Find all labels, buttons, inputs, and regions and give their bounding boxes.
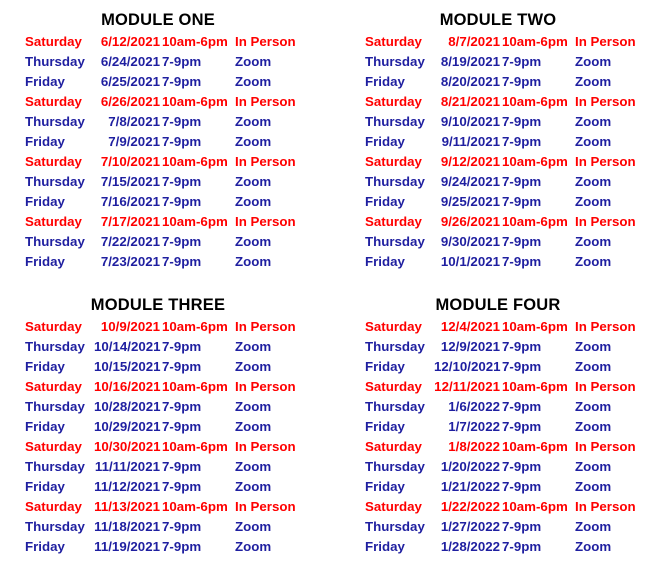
session-date: 7/9/2021 — [108, 134, 160, 149]
session-row — [362, 317, 662, 337]
session-day: Friday — [25, 419, 65, 434]
session-row — [22, 317, 342, 337]
session-time: 10am-6pm — [502, 34, 568, 49]
session-list — [22, 32, 342, 272]
session-row — [362, 337, 662, 357]
session-date: 12/9/2021 — [440, 339, 500, 354]
session-day: Saturday — [365, 154, 422, 169]
session-date: 9/30/2021 — [440, 234, 500, 249]
session-day: Friday — [25, 74, 65, 89]
session-date: 7/23/2021 — [100, 254, 160, 269]
session-row — [22, 92, 342, 112]
session-mode: Zoom — [575, 419, 612, 434]
session-mode: In Person — [575, 499, 636, 514]
session-time: 7-9pm — [162, 539, 202, 554]
session-mode: In Person — [575, 439, 636, 454]
session-row — [22, 212, 342, 232]
session-mode: Zoom — [235, 54, 272, 69]
session-list — [362, 317, 662, 557]
session-row — [22, 132, 342, 152]
session-time: 7-9pm — [502, 419, 542, 434]
session-day: Friday — [25, 539, 65, 554]
session-day: Saturday — [365, 214, 422, 229]
session-day: Thursday — [25, 519, 85, 534]
session-mode: Zoom — [235, 74, 272, 89]
session-day: Saturday — [365, 34, 422, 49]
session-row — [22, 152, 342, 172]
session-date: 10/28/2021 — [94, 399, 161, 414]
session-day: Thursday — [25, 114, 85, 129]
session-row — [22, 337, 342, 357]
session-time: 7-9pm — [162, 74, 202, 89]
module-four-schedule — [362, 294, 662, 557]
session-row — [22, 172, 342, 192]
session-time: 7-9pm — [162, 399, 202, 414]
session-day: Saturday — [365, 379, 422, 394]
session-time: 7-9pm — [502, 254, 542, 269]
session-date: 9/10/2021 — [440, 114, 500, 129]
session-row — [362, 252, 662, 272]
session-time: 10am-6pm — [162, 154, 228, 169]
module-title: MODULE TWO — [439, 11, 557, 29]
session-date: 1/28/2022 — [440, 539, 500, 554]
session-mode: Zoom — [575, 134, 612, 149]
session-time: 7-9pm — [502, 54, 542, 69]
session-time: 7-9pm — [502, 134, 542, 149]
session-mode: Zoom — [235, 234, 272, 249]
session-date: 12/4/2021 — [440, 319, 500, 334]
session-mode: Zoom — [235, 359, 272, 374]
session-day: Friday — [25, 359, 65, 374]
session-date: 1/22/2022 — [440, 499, 500, 514]
session-date: 1/21/2022 — [440, 479, 500, 494]
session-day: Thursday — [25, 459, 85, 474]
session-date: 7/17/2021 — [100, 214, 160, 229]
session-day: Friday — [365, 134, 405, 149]
session-time: 10am-6pm — [162, 499, 228, 514]
session-date: 1/20/2022 — [440, 459, 500, 474]
session-day: Friday — [365, 254, 405, 269]
session-day: Thursday — [365, 399, 425, 414]
session-date: 12/10/2021 — [434, 359, 501, 374]
session-time: 10am-6pm — [162, 94, 228, 109]
session-row — [22, 537, 342, 557]
session-row — [22, 377, 342, 397]
session-mode: Zoom — [235, 134, 272, 149]
session-row — [362, 152, 662, 172]
session-time: 7-9pm — [502, 74, 542, 89]
session-date: 10/29/2021 — [94, 419, 161, 434]
session-date: 11/11/2021 — [94, 459, 160, 474]
session-day: Friday — [25, 194, 65, 209]
session-mode: Zoom — [575, 254, 612, 269]
session-row — [362, 357, 662, 377]
session-time: 10am-6pm — [502, 379, 568, 394]
session-mode: Zoom — [235, 399, 272, 414]
session-time: 10am-6pm — [162, 439, 228, 454]
session-day: Saturday — [25, 439, 82, 454]
session-mode: In Person — [575, 379, 636, 394]
session-time: 7-9pm — [162, 54, 202, 69]
session-mode: In Person — [575, 34, 636, 49]
session-date: 9/24/2021 — [440, 174, 500, 189]
session-time: 7-9pm — [502, 359, 542, 374]
module-two-schedule — [362, 9, 662, 272]
session-mode: In Person — [575, 319, 636, 334]
session-mode: Zoom — [575, 54, 612, 69]
session-row — [362, 112, 662, 132]
session-mode: In Person — [235, 499, 296, 514]
session-row — [362, 537, 662, 557]
session-time: 7-9pm — [162, 174, 202, 189]
module-title: MODULE ONE — [101, 11, 215, 29]
session-mode: Zoom — [575, 339, 612, 354]
session-day: Saturday — [25, 34, 82, 49]
session-time: 7-9pm — [162, 359, 202, 374]
session-mode: In Person — [235, 154, 296, 169]
session-time: 7-9pm — [162, 419, 202, 434]
module-title: MODULE FOUR — [435, 296, 561, 314]
session-time: 10am-6pm — [502, 439, 568, 454]
session-row — [362, 232, 662, 252]
session-day: Saturday — [25, 214, 82, 229]
session-day: Saturday — [25, 94, 82, 109]
session-date: 7/22/2021 — [100, 234, 160, 249]
session-date: 9/26/2021 — [440, 214, 500, 229]
session-time: 7-9pm — [502, 399, 542, 414]
session-mode: Zoom — [235, 339, 272, 354]
session-time: 10am-6pm — [162, 214, 228, 229]
session-row — [22, 457, 342, 477]
session-list — [22, 317, 342, 557]
session-day: Thursday — [25, 339, 85, 354]
session-mode: Zoom — [235, 114, 272, 129]
session-day: Friday — [365, 74, 405, 89]
session-date: 8/21/2021 — [440, 94, 500, 109]
session-date: 10/30/2021 — [94, 439, 161, 454]
session-date: 6/12/2021 — [100, 34, 160, 49]
session-row — [22, 32, 342, 52]
session-day: Saturday — [365, 499, 422, 514]
session-time: 10am-6pm — [502, 499, 568, 514]
session-mode: Zoom — [575, 234, 612, 249]
session-date: 6/26/2021 — [100, 94, 160, 109]
session-time: 10am-6pm — [502, 214, 568, 229]
session-mode: Zoom — [575, 174, 612, 189]
session-time: 10am-6pm — [502, 319, 568, 334]
session-mode: In Person — [575, 154, 636, 169]
session-day: Thursday — [25, 399, 85, 414]
session-row — [362, 192, 662, 212]
session-day: Thursday — [365, 114, 425, 129]
session-time: 7-9pm — [162, 114, 202, 129]
session-mode: In Person — [235, 214, 296, 229]
session-mode: Zoom — [575, 519, 612, 534]
session-row — [22, 232, 342, 252]
session-day: Friday — [25, 254, 65, 269]
session-row — [362, 417, 662, 437]
session-day: Thursday — [365, 339, 425, 354]
session-mode: Zoom — [235, 419, 272, 434]
session-date: 7/8/2021 — [108, 114, 160, 129]
session-date: 10/9/2021 — [100, 319, 160, 334]
session-date: 7/15/2021 — [100, 174, 160, 189]
session-date: 8/7/2021 — [448, 34, 500, 49]
session-mode: Zoom — [575, 399, 612, 414]
session-day: Saturday — [25, 319, 82, 334]
session-day: Saturday — [365, 94, 422, 109]
session-mode: Zoom — [235, 519, 272, 534]
session-row — [22, 52, 342, 72]
session-mode: In Person — [235, 34, 296, 49]
session-mode: In Person — [235, 319, 296, 334]
session-day: Friday — [365, 539, 405, 554]
session-time: 7-9pm — [502, 174, 542, 189]
session-date: 7/16/2021 — [100, 194, 160, 209]
session-date: 11/19/2021 — [94, 539, 160, 554]
session-time: 7-9pm — [162, 519, 202, 534]
session-date: 9/25/2021 — [440, 194, 500, 209]
session-day: Saturday — [25, 379, 82, 394]
session-row — [22, 497, 342, 517]
session-date: 9/12/2021 — [440, 154, 500, 169]
session-day: Friday — [365, 359, 405, 374]
session-time: 7-9pm — [502, 114, 542, 129]
session-row — [22, 72, 342, 92]
session-date: 1/27/2022 — [440, 519, 500, 534]
session-day: Thursday — [365, 234, 425, 249]
session-mode: In Person — [575, 94, 636, 109]
session-mode: In Person — [235, 439, 296, 454]
session-mode: Zoom — [575, 194, 612, 209]
session-mode: Zoom — [235, 479, 272, 494]
session-row — [22, 417, 342, 437]
session-day: Saturday — [25, 499, 82, 514]
session-row — [362, 212, 662, 232]
session-mode: Zoom — [575, 539, 612, 554]
session-time: 7-9pm — [502, 539, 542, 554]
session-time: 10am-6pm — [502, 94, 568, 109]
session-date: 12/11/2021 — [434, 379, 500, 394]
session-mode: Zoom — [235, 254, 272, 269]
session-row — [362, 477, 662, 497]
session-date: 8/20/2021 — [440, 74, 500, 89]
session-mode: In Person — [235, 94, 296, 109]
session-day: Friday — [25, 479, 65, 494]
session-date: 8/19/2021 — [440, 54, 500, 69]
session-day: Thursday — [365, 519, 425, 534]
session-row — [362, 377, 662, 397]
session-time: 7-9pm — [162, 459, 202, 474]
session-day: Thursday — [365, 174, 425, 189]
session-time: 7-9pm — [162, 339, 202, 354]
session-time: 7-9pm — [162, 254, 202, 269]
session-time: 10am-6pm — [502, 154, 568, 169]
session-day: Saturday — [25, 154, 82, 169]
session-date: 10/15/2021 — [94, 359, 161, 374]
session-time: 10am-6pm — [162, 379, 228, 394]
session-row — [362, 397, 662, 417]
session-day: Thursday — [365, 459, 425, 474]
session-time: 7-9pm — [162, 194, 202, 209]
session-time: 7-9pm — [162, 234, 202, 249]
session-row — [362, 172, 662, 192]
session-list — [362, 32, 662, 272]
session-day: Friday — [25, 134, 65, 149]
module-three-schedule — [22, 294, 342, 557]
session-row — [22, 252, 342, 272]
session-mode: Zoom — [235, 194, 272, 209]
session-mode: In Person — [575, 214, 636, 229]
session-row — [362, 517, 662, 537]
session-day: Friday — [365, 194, 405, 209]
session-time: 7-9pm — [162, 134, 202, 149]
session-mode: Zoom — [235, 539, 272, 554]
session-time: 7-9pm — [502, 234, 542, 249]
session-time: 7-9pm — [502, 479, 542, 494]
session-date: 10/16/2021 — [94, 379, 161, 394]
session-row — [362, 437, 662, 457]
session-row — [22, 517, 342, 537]
session-day: Friday — [365, 419, 405, 434]
session-row — [22, 397, 342, 417]
session-day: Friday — [365, 479, 405, 494]
session-row — [362, 32, 662, 52]
session-mode: In Person — [235, 379, 296, 394]
session-date: 10/14/2021 — [94, 339, 161, 354]
session-row — [362, 92, 662, 112]
session-row — [22, 192, 342, 212]
session-row — [362, 52, 662, 72]
session-row — [362, 72, 662, 92]
session-mode: Zoom — [575, 479, 612, 494]
module-one-schedule — [22, 9, 342, 272]
session-day: Saturday — [365, 439, 422, 454]
session-mode: Zoom — [575, 359, 612, 374]
session-time: 10am-6pm — [162, 319, 228, 334]
session-date: 11/13/2021 — [94, 499, 160, 514]
session-row — [22, 437, 342, 457]
session-time: 7-9pm — [502, 459, 542, 474]
session-mode: Zoom — [575, 459, 612, 474]
session-date: 6/25/2021 — [100, 74, 160, 89]
session-row — [362, 457, 662, 477]
session-date: 1/7/2022 — [448, 419, 500, 434]
session-time: 7-9pm — [502, 339, 542, 354]
session-date: 1/6/2022 — [448, 399, 500, 414]
module-title: MODULE THREE — [90, 296, 226, 314]
session-time: 10am-6pm — [162, 34, 228, 49]
session-day: Thursday — [365, 54, 425, 69]
session-date: 1/8/2022 — [448, 439, 500, 454]
session-row — [362, 497, 662, 517]
session-date: 9/11/2021 — [441, 134, 500, 149]
session-time: 7-9pm — [162, 479, 202, 494]
session-date: 6/24/2021 — [100, 54, 160, 69]
session-mode: Zoom — [235, 174, 272, 189]
session-date: 11/18/2021 — [94, 519, 160, 534]
session-mode: Zoom — [575, 74, 612, 89]
session-date: 11/12/2021 — [94, 479, 160, 494]
session-day: Saturday — [365, 319, 422, 334]
session-mode: Zoom — [575, 114, 612, 129]
session-row — [22, 477, 342, 497]
session-day: Thursday — [25, 174, 85, 189]
session-day: Thursday — [25, 234, 85, 249]
session-row — [362, 132, 662, 152]
session-date: 7/10/2021 — [100, 154, 160, 169]
session-row — [22, 357, 342, 377]
session-time: 7-9pm — [502, 194, 542, 209]
session-date: 10/1/2021 — [440, 254, 500, 269]
session-day: Thursday — [25, 54, 85, 69]
session-row — [22, 112, 342, 132]
session-time: 7-9pm — [502, 519, 542, 534]
session-mode: Zoom — [235, 459, 272, 474]
